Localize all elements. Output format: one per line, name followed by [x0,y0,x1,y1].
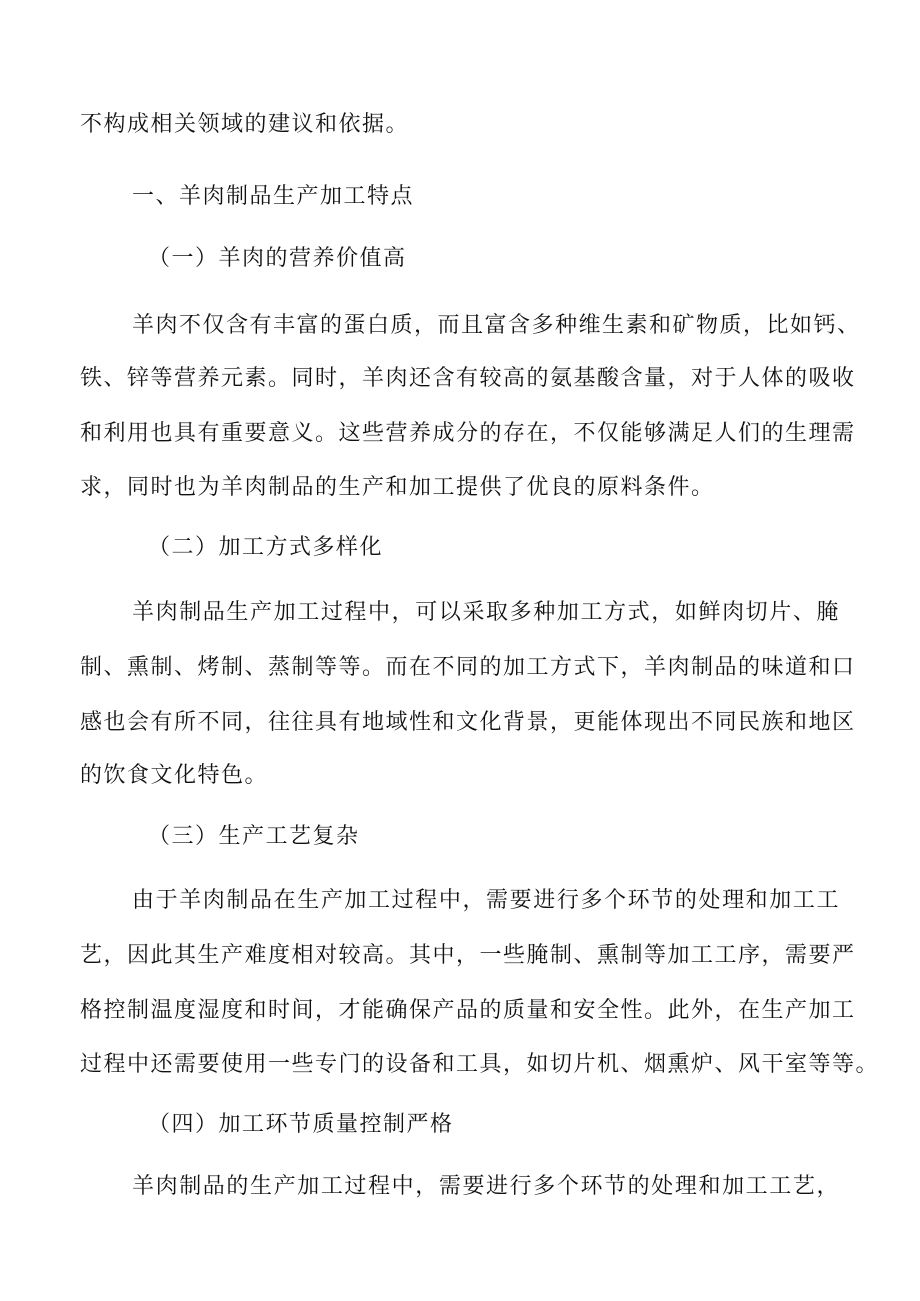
subsection-heading: （二）加工方式多样化 [148,535,384,560]
paragraph-line: 铁、锌等营养元素。同时，羊肉还含有较高的氨基酸含量，对于人体的吸收 [80,366,856,391]
paragraph-line: 感也会有所不同，往往具有地域性和文化背景，更能体现出不同民族和地区 [80,710,856,735]
paragraph-line: 制、熏制、烤制、蒸制等等。而在不同的加工方式下，羊肉制品的味道和口 [80,655,856,680]
paragraph-line: 和利用也具有重要意义。这些营养成分的存在，不仅能够满足人们的生理需 [80,421,856,446]
paragraph-line: 格控制温度湿度和时间，才能确保产品的质量和安全性。此外，在生产加工 [80,998,856,1023]
subsection-heading: （三）生产工艺复杂 [148,824,360,849]
paragraph-line: 不构成相关领域的建议和依据。 [80,112,410,137]
section-heading: 一、羊肉制品生产加工特点 [132,184,415,209]
paragraph-line: 羊肉制品生产加工过程中，可以采取多种加工方式，如鲜肉切片、腌 [132,600,840,625]
paragraph-line: 过程中还需要使用一些专门的设备和工具，如切片机、烟熏炉、风干室等等。 [80,1052,880,1077]
paragraph-line: 羊肉不仅含有丰富的蛋白质，而且富含多种维生素和矿物质，比如钙、 [132,313,861,338]
paragraph-line: 的饮食文化特色。 [80,763,269,788]
paragraph-line: 羊肉制品的生产加工过程中，需要进行多个环节的处理和加工工艺， [132,1174,840,1199]
paragraph-line: 求，同时也为羊肉制品的生产和加工提供了优良的原料条件。 [80,475,715,500]
subsection-heading: （一）羊肉的营养价值高 [148,246,407,271]
paragraph-line: 艺，因此其生产难度相对较高。其中，一些腌制、熏制等加工工序，需要严 [80,943,856,968]
paragraph-line: 由于羊肉制品在生产加工过程中，需要进行多个环节的处理和加工工 [132,888,840,913]
subsection-heading: （四）加工环节质量控制严格 [148,1112,454,1137]
